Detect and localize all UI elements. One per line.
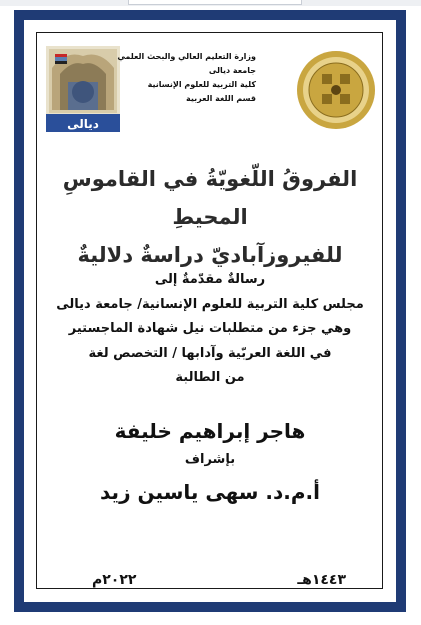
submission-line-3: وهي جزء من متطلبات نيل شهادة الماجستير bbox=[68, 321, 352, 336]
institution-header bbox=[117, 50, 256, 106]
submission-statement bbox=[40, 268, 380, 391]
document-page bbox=[24, 20, 396, 602]
gregorian-date: ٢٠٢٢م bbox=[92, 572, 137, 588]
submission-line-5: من الطالبة bbox=[175, 370, 245, 385]
submission-line-4: في اللغة العربّية وآدابها / التخصص لغة bbox=[88, 345, 332, 361]
supervisor-name: أ.م.د. سهى ياسين زيد bbox=[100, 480, 320, 504]
diyala-university-logo bbox=[46, 46, 120, 132]
submission-line-2: مجلس كلية التربية للعلوم الإنسانية/ جامعة ديالى bbox=[56, 296, 364, 312]
thesis-title bbox=[44, 160, 376, 274]
title-line-1: الفروقُ اللّغويّةُ في القاموسِ المحيطِ bbox=[62, 167, 358, 229]
logo-wordmark: ديالى bbox=[67, 117, 99, 131]
ministry-line: وزارة التعليم العالي والبحث العلمي bbox=[117, 52, 256, 61]
university-line: جامعة ديالى bbox=[208, 66, 256, 75]
window-tab bbox=[128, 0, 302, 5]
document-frame bbox=[14, 10, 406, 612]
college-line: كلية التربية للعلوم الإنسانية bbox=[147, 80, 256, 89]
hijri-date: ١٤٤٣هـ bbox=[297, 572, 346, 588]
department-line: قسم اللغة العربية bbox=[186, 94, 256, 103]
college-seal-logo bbox=[296, 50, 376, 130]
supervision-label: بإشراف bbox=[184, 452, 236, 467]
submission-line-1: رسالةٌ مقدّمةٌ إلى bbox=[154, 272, 266, 287]
student-name: هاجر إبراهيم خليفة bbox=[114, 419, 306, 443]
title-line-2: للفيروزآباديّ دراسةٌ دلاليةٌ bbox=[77, 243, 343, 267]
window-top-strip bbox=[0, 0, 421, 6]
